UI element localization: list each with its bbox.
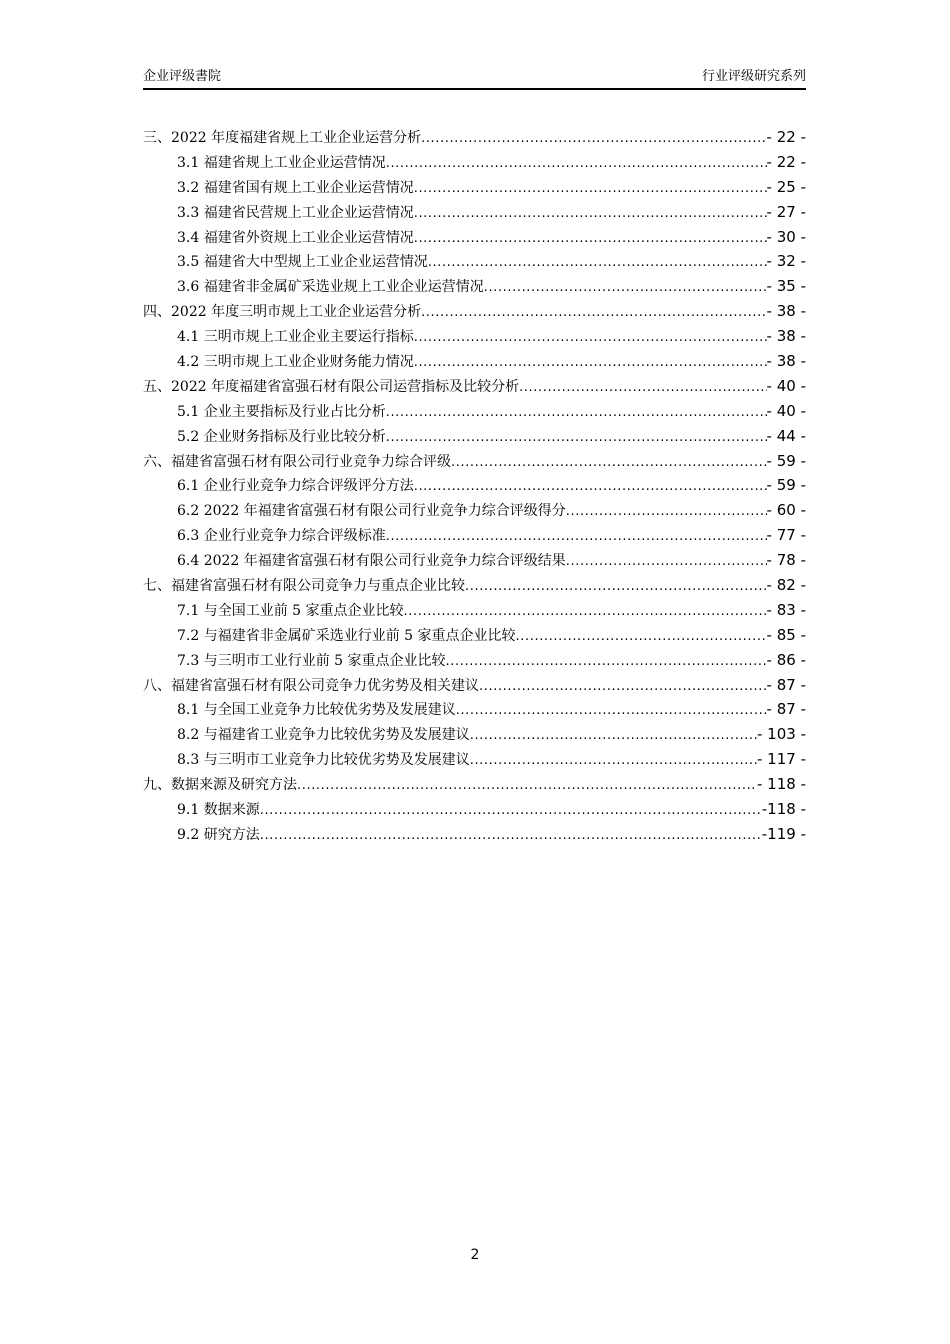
toc-entry[interactable] <box>143 349 806 374</box>
toc-leader-dots <box>516 625 767 650</box>
toc-entry[interactable] <box>143 498 806 523</box>
toc-entry-page: - 38 - <box>766 327 806 346</box>
toc-entry[interactable] <box>143 125 806 150</box>
toc-entry-title: 3.5 福建省大中型规上工业企业运营情况 <box>177 254 428 271</box>
toc-leader-dots <box>428 251 767 276</box>
toc-entry[interactable] <box>143 747 806 772</box>
toc-entry-page: - 35 - <box>766 277 806 296</box>
toc-leader-dots <box>414 326 767 351</box>
toc-entry-title: 7.2 与福建省非金属矿采选业行业前 5 家重点企业比较 <box>177 627 516 644</box>
toc-entry-title: 6.4 2022 年福建省富强石材有限公司行业竞争力综合评级结果 <box>177 553 566 570</box>
toc-entry-page: - 103 - <box>757 725 806 744</box>
toc-entry[interactable] <box>143 249 806 274</box>
toc-entry-title: 3.1 福建省规上工业企业运营情况 <box>177 154 386 171</box>
toc-entry[interactable] <box>143 722 806 747</box>
toc-entry-page: - 87 - <box>766 675 806 694</box>
toc-entry-page: - 117 - <box>757 750 806 769</box>
toc-leader-dots <box>260 824 762 849</box>
toc-entry-page: - 59 - <box>766 451 806 470</box>
toc-entry[interactable] <box>143 324 806 349</box>
toc-entry[interactable] <box>143 673 806 698</box>
toc-entry[interactable] <box>143 374 806 399</box>
toc-entry-title: 4.2 三明市规上工业企业财务能力情况 <box>177 354 414 371</box>
toc-entry[interactable] <box>143 573 806 598</box>
toc-leader-dots <box>470 749 757 774</box>
toc-leader-dots <box>446 650 767 675</box>
toc-leader-dots <box>470 724 757 749</box>
toc-leader-dots <box>421 127 766 152</box>
toc-entry-title: 七、福建省富强石材有限公司竞争力与重点企业比较 <box>143 578 465 595</box>
toc-entry-page: - 22 - <box>766 128 806 146</box>
toc-entry-page: - 38 - <box>766 302 806 321</box>
toc-leader-dots <box>404 600 767 625</box>
toc-entry-page: - 77 - <box>766 526 806 545</box>
toc-entry[interactable] <box>143 473 806 498</box>
toc-entry-page: - 44 - <box>766 426 806 445</box>
toc-entry[interactable] <box>143 797 806 822</box>
toc-entry-page: -119 - <box>761 824 806 843</box>
toc-entry[interactable] <box>143 150 806 175</box>
toc-entry-title: 5.1 企业主要指标及行业占比分析 <box>177 403 386 420</box>
toc-entry[interactable] <box>143 399 806 424</box>
toc-entry-title: 4.1 三明市规上工业企业主要运行指标 <box>177 329 414 346</box>
toc-entry[interactable] <box>143 623 806 648</box>
toc-entry-title: 8.1 与全国工业竞争力比较优劣势及发展建议 <box>177 702 456 719</box>
toc-entry-title: 六、福建省富强石材有限公司行业竞争力综合评级 <box>143 453 451 470</box>
toc-leader-dots <box>456 699 767 724</box>
toc-entry[interactable] <box>143 175 806 200</box>
toc-entry-page: - 86 - <box>766 650 806 669</box>
toc-entry-title: 9.2 研究方法 <box>177 826 260 843</box>
toc-entry[interactable] <box>143 772 806 797</box>
toc-entry-page: - 78 - <box>766 551 806 570</box>
toc-entry[interactable] <box>143 449 806 474</box>
toc-entry-title: 5.2 企业财务指标及行业比较分析 <box>177 428 386 445</box>
toc-entry-page: - 25 - <box>766 177 806 196</box>
toc-entry-title: 6.1 企业行业竞争力综合评级评分方法 <box>177 478 414 495</box>
table-of-contents <box>143 125 806 847</box>
toc-leader-dots <box>386 152 767 177</box>
toc-entry-page: - 40 - <box>766 376 806 395</box>
toc-entry-title: 7.3 与三明市工业行业前 5 家重点企业比较 <box>177 652 446 669</box>
toc-entry[interactable] <box>143 548 806 573</box>
toc-entry-title: 9.1 数据来源 <box>177 802 260 819</box>
toc-entry-title: 8.3 与三明市工业竞争力比较优劣势及发展建议 <box>177 752 470 769</box>
toc-entry-page: -118 - <box>761 800 806 819</box>
toc-entry[interactable] <box>143 200 806 225</box>
toc-entry-title: 3.3 福建省民营规上工业企业运营情况 <box>177 204 414 221</box>
toc-entry-page: - 30 - <box>766 227 806 246</box>
toc-entry-page: - 118 - <box>757 775 806 794</box>
toc-leader-dots <box>421 301 766 326</box>
toc-entry-title: 6.2 2022 年福建省富强石材有限公司行业竞争力综合评级得分 <box>177 503 566 520</box>
toc-entry-title: 3.4 福建省外资规上工业企业运营情况 <box>177 229 414 246</box>
toc-entry[interactable] <box>143 697 806 722</box>
toc-entry-page: - 40 - <box>766 401 806 420</box>
toc-entry-title: 6.3 企业行业竞争力综合评级标准 <box>177 528 386 545</box>
toc-entry-page: - 32 - <box>766 252 806 271</box>
toc-entry-title: 五、2022 年度福建省富强石材有限公司运营指标及比较分析 <box>143 378 520 395</box>
toc-leader-dots <box>465 575 767 600</box>
toc-entry-page: - 22 - <box>766 152 806 171</box>
toc-leader-dots <box>479 675 767 700</box>
toc-leader-dots <box>484 276 767 301</box>
page-header <box>143 66 806 90</box>
toc-entry-title: 四、2022 年度三明市规上工业企业运营分析 <box>143 304 422 321</box>
toc-leader-dots <box>386 426 767 451</box>
toc-entry-page: - 85 - <box>766 625 806 644</box>
toc-entry[interactable] <box>143 648 806 673</box>
toc-leader-dots <box>297 774 757 799</box>
toc-leader-dots <box>386 525 767 550</box>
toc-entry[interactable] <box>143 299 806 324</box>
toc-entry-title: 八、福建省富强石材有限公司竞争力优劣势及相关建议 <box>143 677 479 694</box>
header-publisher: 企业评级書院 <box>143 69 222 84</box>
toc-entry[interactable] <box>143 274 806 299</box>
toc-entry-page: - 83 - <box>766 600 806 619</box>
toc-leader-dots <box>414 475 767 500</box>
toc-leader-dots <box>414 202 767 227</box>
toc-entry-title: 7.1 与全国工业前 5 家重点企业比较 <box>177 602 404 619</box>
toc-entry[interactable] <box>143 598 806 623</box>
toc-entry-page: - 87 - <box>766 700 806 719</box>
toc-entry-title: 3.2 福建省国有规上工业企业运营情况 <box>177 179 414 196</box>
toc-leader-dots <box>414 351 767 376</box>
toc-leader-dots <box>566 500 767 525</box>
toc-entry-title: 三、2022 年度福建省规上工业企业运营分析 <box>143 130 422 146</box>
toc-entry[interactable] <box>143 822 806 847</box>
toc-leader-dots <box>414 177 767 202</box>
toc-leader-dots <box>566 550 767 575</box>
toc-entry-page: - 82 - <box>766 576 806 595</box>
toc-entry-title: 3.6 福建省非金属矿采选业规上工业企业运营情况 <box>177 279 484 296</box>
toc-entry[interactable] <box>143 225 806 250</box>
toc-leader-dots <box>451 451 767 476</box>
toc-entry[interactable] <box>143 523 806 548</box>
toc-entry-page: - 38 - <box>766 352 806 371</box>
toc-leader-dots <box>260 799 762 824</box>
toc-entry-page: - 60 - <box>766 501 806 520</box>
toc-entry-title: 8.2 与福建省工业竞争力比较优劣势及发展建议 <box>177 727 470 744</box>
toc-leader-dots <box>414 227 767 252</box>
toc-leader-dots <box>386 401 767 426</box>
header-series: 行业评级研究系列 <box>701 69 806 84</box>
toc-entry-title: 九、数据来源及研究方法 <box>143 777 297 794</box>
page-number: 2 <box>470 1247 480 1263</box>
toc-entry-page: - 27 - <box>766 202 806 221</box>
toc-entry[interactable] <box>143 424 806 449</box>
toc-entry-page: - 59 - <box>766 476 806 495</box>
toc-leader-dots <box>519 376 766 401</box>
